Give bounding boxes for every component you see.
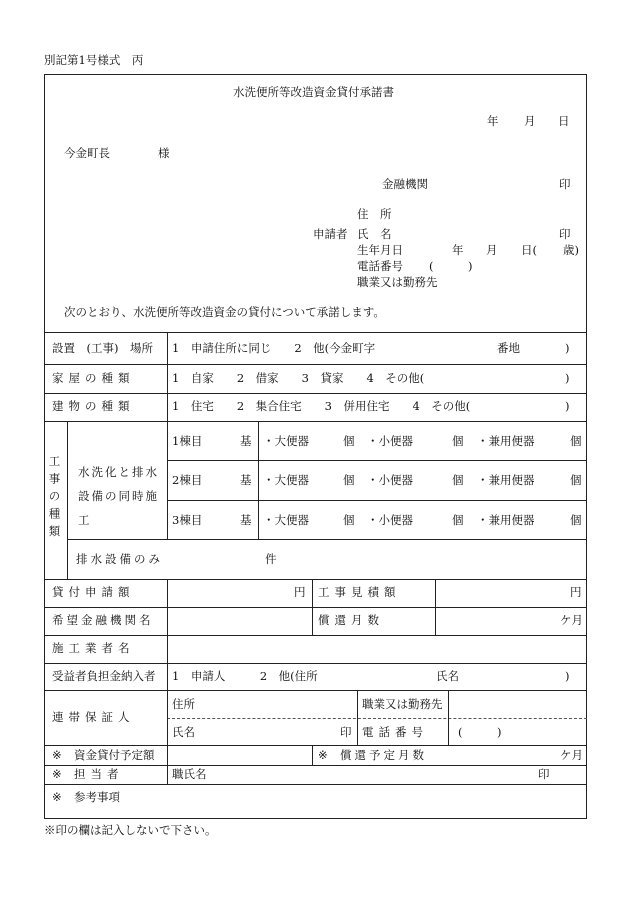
fixture-unit: 個: [570, 473, 582, 487]
count-unit: 基: [240, 513, 252, 527]
date-day: 日: [558, 114, 570, 128]
loan-apply-label: 貸付申請額: [52, 585, 135, 599]
beneficiary-value: 1 申請人 2 他(住所: [172, 669, 318, 683]
fixture-large: ・大便器: [263, 513, 309, 527]
applicant-birth-age: 歳): [563, 243, 579, 257]
loan-apply-unit: 円: [294, 585, 306, 599]
applicant-birth-day: 日(: [521, 243, 537, 257]
applicant-role: 申請者: [313, 227, 348, 241]
location-banchi: 番地: [497, 341, 520, 355]
building-no: 2棟目: [172, 473, 203, 487]
fixture-unit: 個: [343, 513, 355, 527]
fixture-large: ・大便器: [263, 434, 309, 448]
fixture-unit: 個: [343, 473, 355, 487]
fixture-unit: 個: [570, 513, 582, 527]
building-no: 1棟目: [172, 434, 203, 448]
building-no: 3棟目: [172, 513, 203, 527]
applicant-seal: 印: [559, 227, 571, 241]
bank-seal: 印: [559, 177, 571, 191]
fixture-shared: ・兼用便器: [477, 434, 535, 448]
bank-label: 金融機関: [382, 177, 428, 191]
applicant-birth-label: 生年月日: [357, 243, 403, 257]
applicant-birth-month: 月: [486, 243, 498, 257]
building-label: 建物の種類: [52, 399, 135, 413]
date-year: 年: [487, 114, 499, 128]
planned-loan-label: 資金貸付予定額: [74, 748, 155, 762]
work-combined-label: 水洗化と排水設備の同時施工: [78, 465, 159, 527]
applicant-phone-label: 電話番号: [357, 259, 403, 273]
fixture-small: ・小便器: [367, 473, 413, 487]
location-label: 設置 (工事) 場所: [52, 341, 153, 355]
date-month: 月: [524, 114, 536, 128]
fixture-unit: 個: [570, 434, 582, 448]
drain-only-label: 排水設備のみ: [76, 552, 163, 566]
guarantor-occupation-label: 職業又は勤務先: [362, 697, 443, 711]
count-unit: 基: [240, 434, 252, 448]
building-value: 1 住宅 2 集合住宅 3 併用住宅 4 その他(: [172, 399, 471, 413]
applicant-address-label: 住 所: [357, 207, 392, 221]
location-close: ): [565, 341, 570, 355]
house-value: 1 自家 2 借家 3 貸家 4 その他(: [172, 371, 425, 385]
guarantor-phone-label: 電話番号: [362, 725, 428, 739]
office-mark: ※: [52, 767, 62, 781]
notes-label: 参考事項: [74, 790, 120, 804]
fixture-small: ・小便器: [367, 434, 413, 448]
office-mark: ※: [52, 748, 62, 762]
fixture-unit: 個: [343, 434, 355, 448]
drain-only-unit: 件: [265, 552, 277, 566]
beneficiary-close: ): [565, 669, 570, 683]
house-label: 家屋の種類: [52, 371, 135, 385]
fixture-shared: ・兼用便器: [477, 473, 535, 487]
staff-value: 職氏名: [172, 767, 207, 781]
guarantor-name-label: 氏名: [172, 725, 195, 739]
applicant-birth-year: 年: [452, 243, 464, 257]
applicant-occupation-label: 職業又は勤務先: [357, 275, 438, 289]
fixture-shared: ・兼用便器: [477, 513, 535, 527]
location-value: 1 申請住所に同じ 2 他(今金町字: [172, 341, 376, 355]
office-mark: ※: [318, 748, 328, 762]
fixture-unit: 個: [452, 513, 464, 527]
addressee-name: 今金町長: [64, 146, 110, 160]
fixture-small: ・小便器: [367, 513, 413, 527]
page-title: 水洗便所等改造資金貸付承諾書: [233, 85, 394, 99]
work-label: 工事の種類: [47, 455, 62, 543]
guarantor-seal: 印: [340, 725, 352, 739]
form-label: 別記第1号様式 丙: [44, 53, 144, 67]
contractor-label: 施工業者名: [52, 641, 135, 655]
planned-repay-label: 償還予定月数: [340, 748, 427, 762]
statement: 次のとおり、水洗便所等改造資金の貸付について承諾します。: [64, 305, 385, 319]
footnote: ※印の欄は記入しないで下さい。: [44, 823, 217, 837]
office-mark: ※: [52, 790, 62, 804]
beneficiary-label: 受益者負担金納入者: [52, 669, 156, 683]
estimate-label: 工事見積額: [318, 585, 401, 599]
house-close: ): [565, 371, 570, 385]
fixture-unit: 個: [452, 434, 464, 448]
beneficiary-name: 氏名: [436, 669, 459, 683]
building-close: ): [565, 399, 570, 413]
applicant-name-label: 氏 名: [357, 227, 392, 241]
fixture-large: ・大便器: [263, 473, 309, 487]
planned-repay-unit: ケ月: [560, 748, 583, 762]
repay-months-unit: ケ月: [560, 613, 583, 627]
addressee-honorific: 様: [158, 146, 170, 160]
count-unit: 基: [240, 473, 252, 487]
bank-name-label: 希望金融機関名: [52, 613, 154, 627]
guarantor-label: 連帯保証人: [52, 710, 135, 724]
fixture-unit: 個: [452, 473, 464, 487]
staff-seal: 印: [538, 767, 550, 781]
guarantor-address-label: 住所: [172, 697, 195, 711]
applicant-phone-paren: ( ): [429, 259, 473, 273]
repay-months-label: 償還月数: [318, 613, 384, 627]
staff-label: 担当者: [74, 767, 124, 781]
guarantor-phone-paren: ( ): [458, 725, 502, 739]
estimate-unit: 円: [570, 585, 582, 599]
